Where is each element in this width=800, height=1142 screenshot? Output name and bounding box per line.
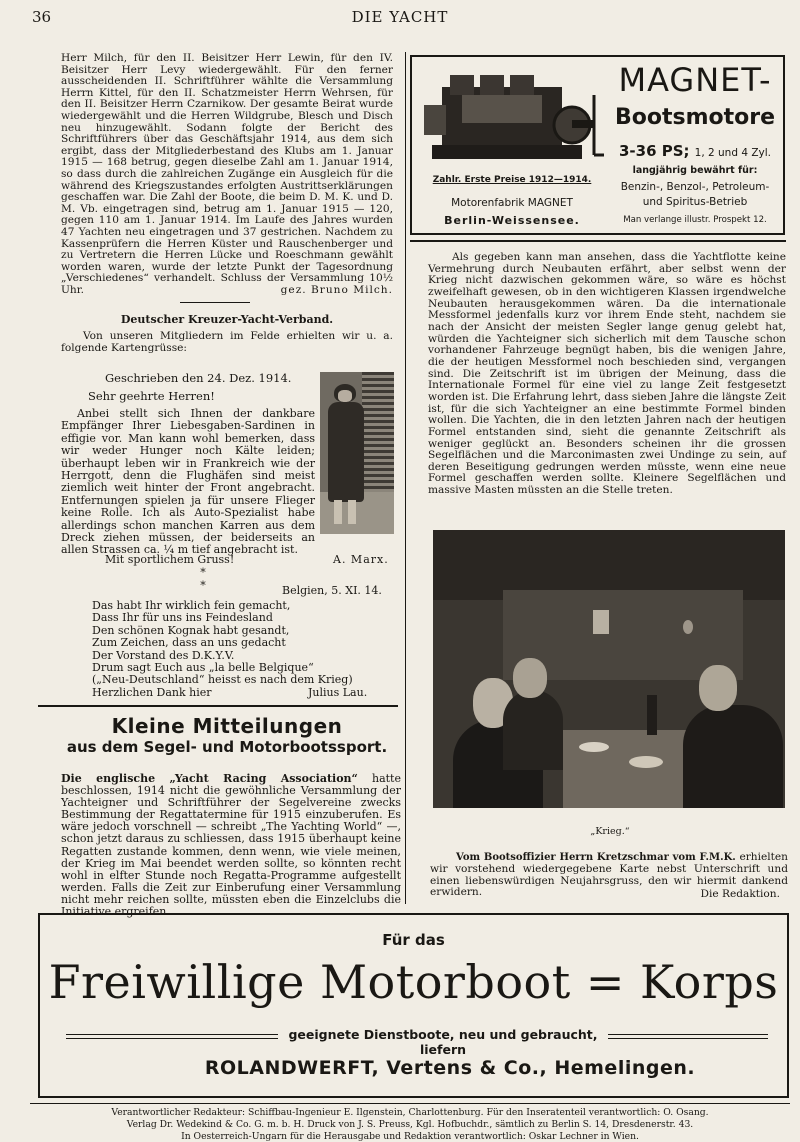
left-column	[61, 53, 393, 296]
photo-note-body: erhielten wir vorstehend wiedergegebene Karte nebst Unterschrift und einen liebenswürdigen Neujahrsgruss, den wir hiermit dankend erwidern.	[430, 851, 788, 899]
section-title: Deutscher Kreuzer-Yacht-Verband.	[120, 313, 334, 326]
kleine-text	[61, 773, 401, 918]
section-rule	[38, 705, 398, 707]
footer-austria: In Oesterreich-Ungarn für die Herausgabe und Redaktion verantwortlich: Oskar Lechner in Wien.	[181, 1131, 639, 1142]
footer-rule	[30, 1103, 790, 1104]
kleine-subtitle: aus dem Segel- und Motorbootssport.	[66, 738, 388, 756]
korps-firm: ROLANDWERFT, Vertens & Co., Hemelingen.	[204, 1057, 696, 1079]
korps-ad	[38, 913, 789, 1098]
magnet-company: Motorenfabrik MAGNET	[451, 197, 573, 209]
magnet-title: MAGNET-	[618, 61, 772, 99]
poem-signer: Julius Lau.	[308, 686, 368, 699]
letter-body: Anbei stellt sich Ihnen der dankbare Empfänger Ihrer Liebesgaben-Sardinen in effigie vor. Man kann wohl bemerken, dass wir weder Hunger noch Kälte leiden; überhaupt leben wir in Frankreich wie der Herrgott, denn die Flughäfen sind meist ziemlich weit hinter der Front angebracht. Entfernungen spielen ja für unsere Flieger keine Rolle. Ich als Auto-Spezialist habe allerdings schon manchen Karren aus dem Dreck ziehen müssen, der beiderseits an allen Strassen ca. ¼ m tief angebracht ist.	[61, 407, 315, 557]
ad-under-rule	[410, 240, 786, 242]
poem-line: Das habt Ihr wirklich fein gemacht,	[92, 599, 291, 612]
magnet-ps: 3-36 PS;	[618, 142, 690, 160]
section-intro: Von unseren Mitgliedern im Felde erhielten wir u. a. folgende Kartengrüsse:	[61, 330, 393, 354]
redaktion-signature: Die Redaktion.	[700, 888, 780, 900]
letter-closing: Mit sportlichem Gruss!	[105, 553, 235, 566]
column-divider	[405, 52, 406, 904]
kleine-body: hatte beschlossen, 1914 nicht die gewöhnliche Versammlung der Yachteigner und Schriftführer der Segelvereine zwecks Bestimmung der Regattatermine für 1915 einzuberufen. Es wäre jedoch vorschnell — schreibt „The Yachting World“ —, schon jetzt daraus zu schliessen, dass 1915 überhaupt keine Regatten zustande kommen, denn wenn, wie viele meinen, der Krieg im Mai beendet werden sollte, so könnten recht wohl in elfter Stunde noch Regatta-Programme aufgestellt werden. Falls die Zeit zur Einberufung einer Versammlung nicht mehr reichen sollte, müssten eben die Einzelclubs die Initiative ergreifen.	[61, 772, 401, 919]
korps-title: Freiwillige Motorboot = Korps	[48, 955, 779, 1009]
journal-title: DIE YACHT	[351, 8, 449, 26]
korps-rule-right	[608, 1034, 768, 1039]
report-paragraph: Herr Milch, für den II. Beisitzer Herr Lewin, für den IV. Beisitzer Herr Levy wiedergewählt. Für den ferner ausscheidenden II. Schriftführer wählte die Versammlung Herrn Kittel, für den II. Schatzmeister Herrn Wehrsen, für den II. Beisitzer Herrn Czarnikow. Der gesamte Beirat wurde wiedergewählt und die Herren Wildgrube, Blesch und Disch neu hinzugewählt. Sodann folgte der Bericht des Schriftführers über das Geschäftsjahr 1914, aus dem sich ergibt, dass der Mitgliederbestand des Klubs am 1. Januar 1915 — 168 betrug, gegen dieselbe Zahl am 1. Januar 1914, so dass durch die zahlreichen Zugänge ein Ausgleich für die während des Kriegszustandes erfolgten Austrittserklärungen geschaffen war. Die Zahl der Boote, die beim D. M. K. und D. M. Vb. eingetragen sind, betrug am 1. Januar 1915 — 120, gegen 110 am 1. Januar 1914. Im Laufe des Jahres wurden 47 Yachten neu eingetragen und 37 gestrichen. Nachdem zu Kassenprüfern die Herren Küster und Rauschenberger und zu Vertretern die Herren Lücke und Roeschmann gewählt worden waren, wurde der letzte Punkt der Tagesordnung „Verschiedenes“ verhandelt. Schluss der Versammlung 10½ Uhr.	[61, 52, 393, 296]
motor-illustration	[422, 65, 607, 180]
footer-publisher: Verlag Dr. Wedekind & Co. G. m. b. H. Druck von J. S. Preuss, Kgl. Hofbuchdr., sämtlich zu Berlin S. 14, Dresdenerstr. 43.	[126, 1119, 694, 1130]
poem	[92, 600, 392, 699]
poem-line: Der Vorstand des D.K.Y.V.	[92, 648, 235, 662]
magnet-subtitle: Bootsmotore	[614, 105, 776, 130]
divider	[180, 302, 250, 303]
magnet-power	[610, 141, 780, 160]
magnet-proven: langjährig bewährt für:	[632, 165, 758, 176]
magnet-cylinders: 1, 2 und 4 Zyl.	[694, 147, 772, 159]
right-column: Als gegeben kann man ansehen, dass die Yachtflotte keine Vermehrung durch Neubauten erfährt, aber selbst wenn der Krieg nicht dazwischen gekommen wäre, so wäre es höchst zweifelhaft gewesen, ob in den wichtigeren Klassen irgendwelche Neubauten herausgekommen wären. Da die internationale Messformel jedenfalls kurz vor ihrem Ende steht, nachdem sie nach der Ansicht der meisten Segler lange genug gelebt hat, würden die Yachteigner sich sicherlich mit dem Tausche schon vorhandener Fahrzeuge begnügt haben, bis die wenigen Jahre, die der heutigen Messformel noch beschieden sind, vergangen sind. Die Zeitschrift ist im übrigen der Meinung, dass die Internationale Formel für eine viel zu lange Zeit festgesetzt worden ist. Die Erfahrung lehrt, dass sieben Jahre die längste Zeit ist, für die sich Yachteigner an eine bestimmte Formel binden wollen. Die Yachten, die in den letzten Jahren nach der heutigen Formel entstanden sind, sieht die genannte Zeitschrift als weniger geglückt an. Besonders scheinen ihr die grossen Segelflächen und die Marconimasten zwei Undinge zu sein, auf deren Beseitigung gedrungen werden müsste, wenn eine neue Formel geschaffen werden sollte. Kleinere Segelflächen und massive Masten müssten an die Stelle treten.	[428, 251, 786, 497]
magnet-fuel-2: und Spiritus-Betrieb	[642, 196, 748, 208]
magnet-prospect: Man verlange illustr. Prospekt 12.	[623, 215, 767, 225]
letter-salutation: Sehr geehrte Herren!	[88, 389, 215, 403]
poem-line: Dass Ihr für uns ins Feindesland	[92, 611, 273, 625]
krieg-photo	[433, 530, 785, 808]
poem-line: Herzlichen Dank hier	[92, 685, 212, 699]
letter-signer: A. Marx.	[333, 553, 389, 566]
korps-intro: Für das	[382, 931, 445, 949]
footer-editor: Verantwortlicher Redakteur: Schiffbau-Ingenieur E. Ilgenstein, Charlottenburg. Für den Inseratenteil verantwortlich: O. Osang.	[111, 1107, 709, 1118]
poem-line: („Neu-Deutschland“ heisst es nach dem Krieg)	[92, 673, 353, 687]
magnet-prizes: Zahlr. Erste Preise 1912—1914.	[432, 175, 592, 185]
poem-date: Belgien, 5. XI. 14.	[282, 584, 382, 597]
letter-date: Geschrieben den 24. Dez. 1914.	[105, 371, 292, 385]
poem-line: Den schönen Kognak habt gesandt,	[92, 623, 290, 637]
poem-line: Drum sagt Euch aus „la belle Belgique“	[92, 661, 314, 675]
soldier-photo	[320, 372, 394, 534]
photo-note-lead: Vom Bootsoffizier Herrn Kretzschmar vom F.M.K.	[456, 852, 736, 863]
page-number: 36	[32, 8, 52, 26]
report-signature: gez. Bruno Milch.	[280, 283, 393, 296]
korps-rule-left	[66, 1034, 278, 1039]
photo-caption: „Krieg.“	[590, 826, 630, 837]
kleine-title: Kleine Mitteilungen	[111, 714, 343, 738]
korps-line: geeignete Dienstboote, neu und gebraucht, liefern	[288, 1027, 598, 1057]
magnet-city: Berlin-Weissensee.	[444, 214, 580, 227]
magnet-fuel-1: Benzin-, Benzol-, Petroleum-	[620, 181, 770, 193]
poem-line: Zum Zeichen, dass an uns gedacht	[92, 636, 286, 650]
magnet-ad	[410, 55, 785, 235]
kleine-lead: Die englische „Yacht Racing Association“	[61, 772, 358, 785]
stars: * *	[200, 566, 230, 592]
